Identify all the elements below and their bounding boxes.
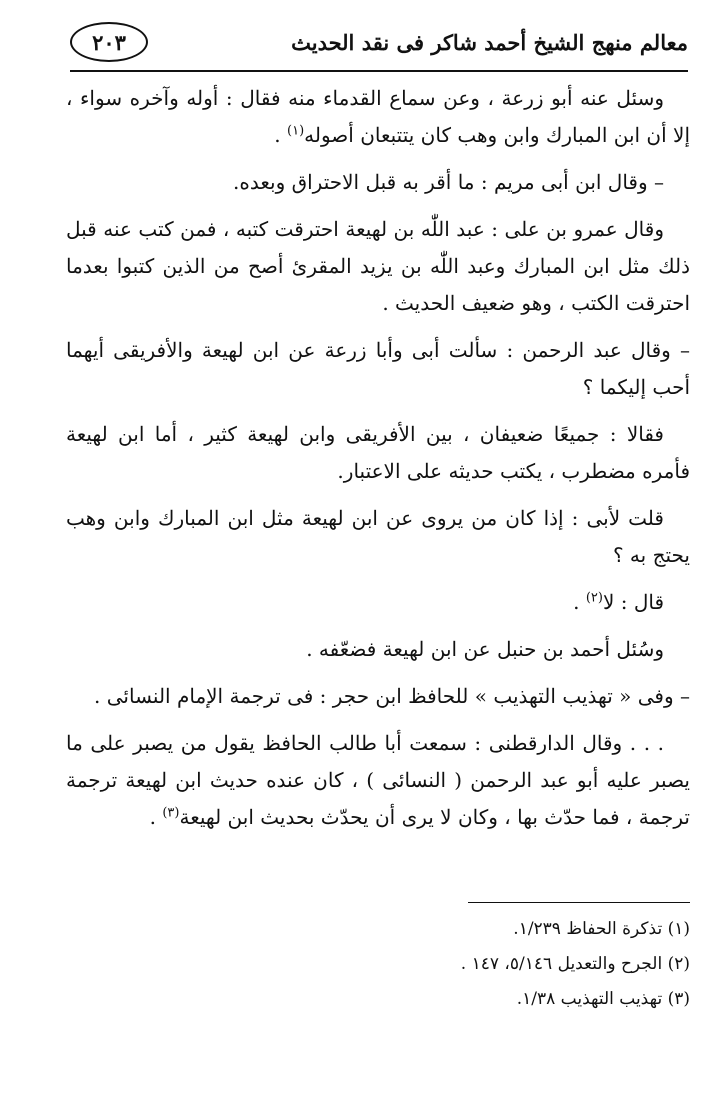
page-number: ٢٠٣	[70, 22, 148, 62]
footnote: (٣) تهذيب التهذيب ١/٣٨.	[516, 989, 690, 1009]
footnotes	[300, 912, 690, 1017]
paragraph: قال : لا$^{(٢)}$ .	[573, 590, 664, 614]
footnote-rule	[468, 902, 690, 903]
footnote-marker: (٣)	[162, 805, 180, 821]
paragraph: . . . وقال الدارقطنى : سمعت أبا طالب الحافظ يقول من يصبر على ما يصبر عليه أبو عبد الرحمن ( النسائى ) ، كان عنده حديث ابن لهيعة ترجمة ترجمة ، فما حدّث بها ، وكان لا يرى أن يحدّث بحديث ابن لهيعة$^{(٣)}$ .	[66, 731, 690, 829]
paragraph: – وقال عبد الرحمن : سألت أبى وأبا زرعة عن ابن لهيعة والأفريقى أيهما أحب إليكما ؟	[66, 338, 690, 399]
paragraph: وسُئل أحمد بن حنبل عن ابن لهيعة فضعّفه .	[306, 637, 664, 661]
footnote-marker: (١)	[287, 123, 305, 139]
footnote-marker: (٢)	[585, 590, 603, 606]
header-rule	[70, 70, 688, 72]
paragraph: قلت لأبى : إذا كان من يروى عن ابن لهيعة مثل ابن المبارك وابن وهب يحتج به ؟	[66, 506, 690, 567]
paragraph: – وفى « تهذيب التهذيب » للحافظ ابن حجر : فى ترجمة الإمام النسائى .	[94, 684, 690, 708]
running-title: معالم منهج الشيخ أحمد شاكر فى نقد الحديث	[291, 30, 688, 55]
page-header	[70, 18, 688, 72]
paragraph: وسئل عنه أبو زرعة ، وعن سماع القدماء منه فقال : أوله وآخره سواء ، إلا أن ابن المبارك وابن وهب كان يتتبعان أصوله$^{(١)}$ .	[66, 86, 690, 147]
footnote: (٢) الجرح والتعديل ٥/١٤٦، ١٤٧ .	[460, 954, 690, 974]
paragraph: فقالا : جميعًا ضعيفان ، بين الأفريقى وابن لهيعة كثير ، أما ابن لهيعة فأمره مضطرب ، يكتب حديثه على الاعتبار.	[66, 422, 690, 483]
paragraph: – وقال ابن أبى مريم : ما أقر به قبل الاحتراق وبعده.	[233, 170, 664, 194]
footnote: (١) تذكرة الحفاظ ١/٢٣٩.	[513, 919, 690, 939]
paragraph: وقال عمرو بن على : عبد اللّٰه بن لهيعة احترقت كتبه ، فمن كتب عنه قبل ذلك مثل ابن المبارك وعبد اللّٰه بن يزيد المقرئ أصح من الذين كتبوا بعدما احترقت الكتب ، وهو ضعيف الحديث .	[66, 217, 690, 315]
body-text	[66, 80, 690, 846]
